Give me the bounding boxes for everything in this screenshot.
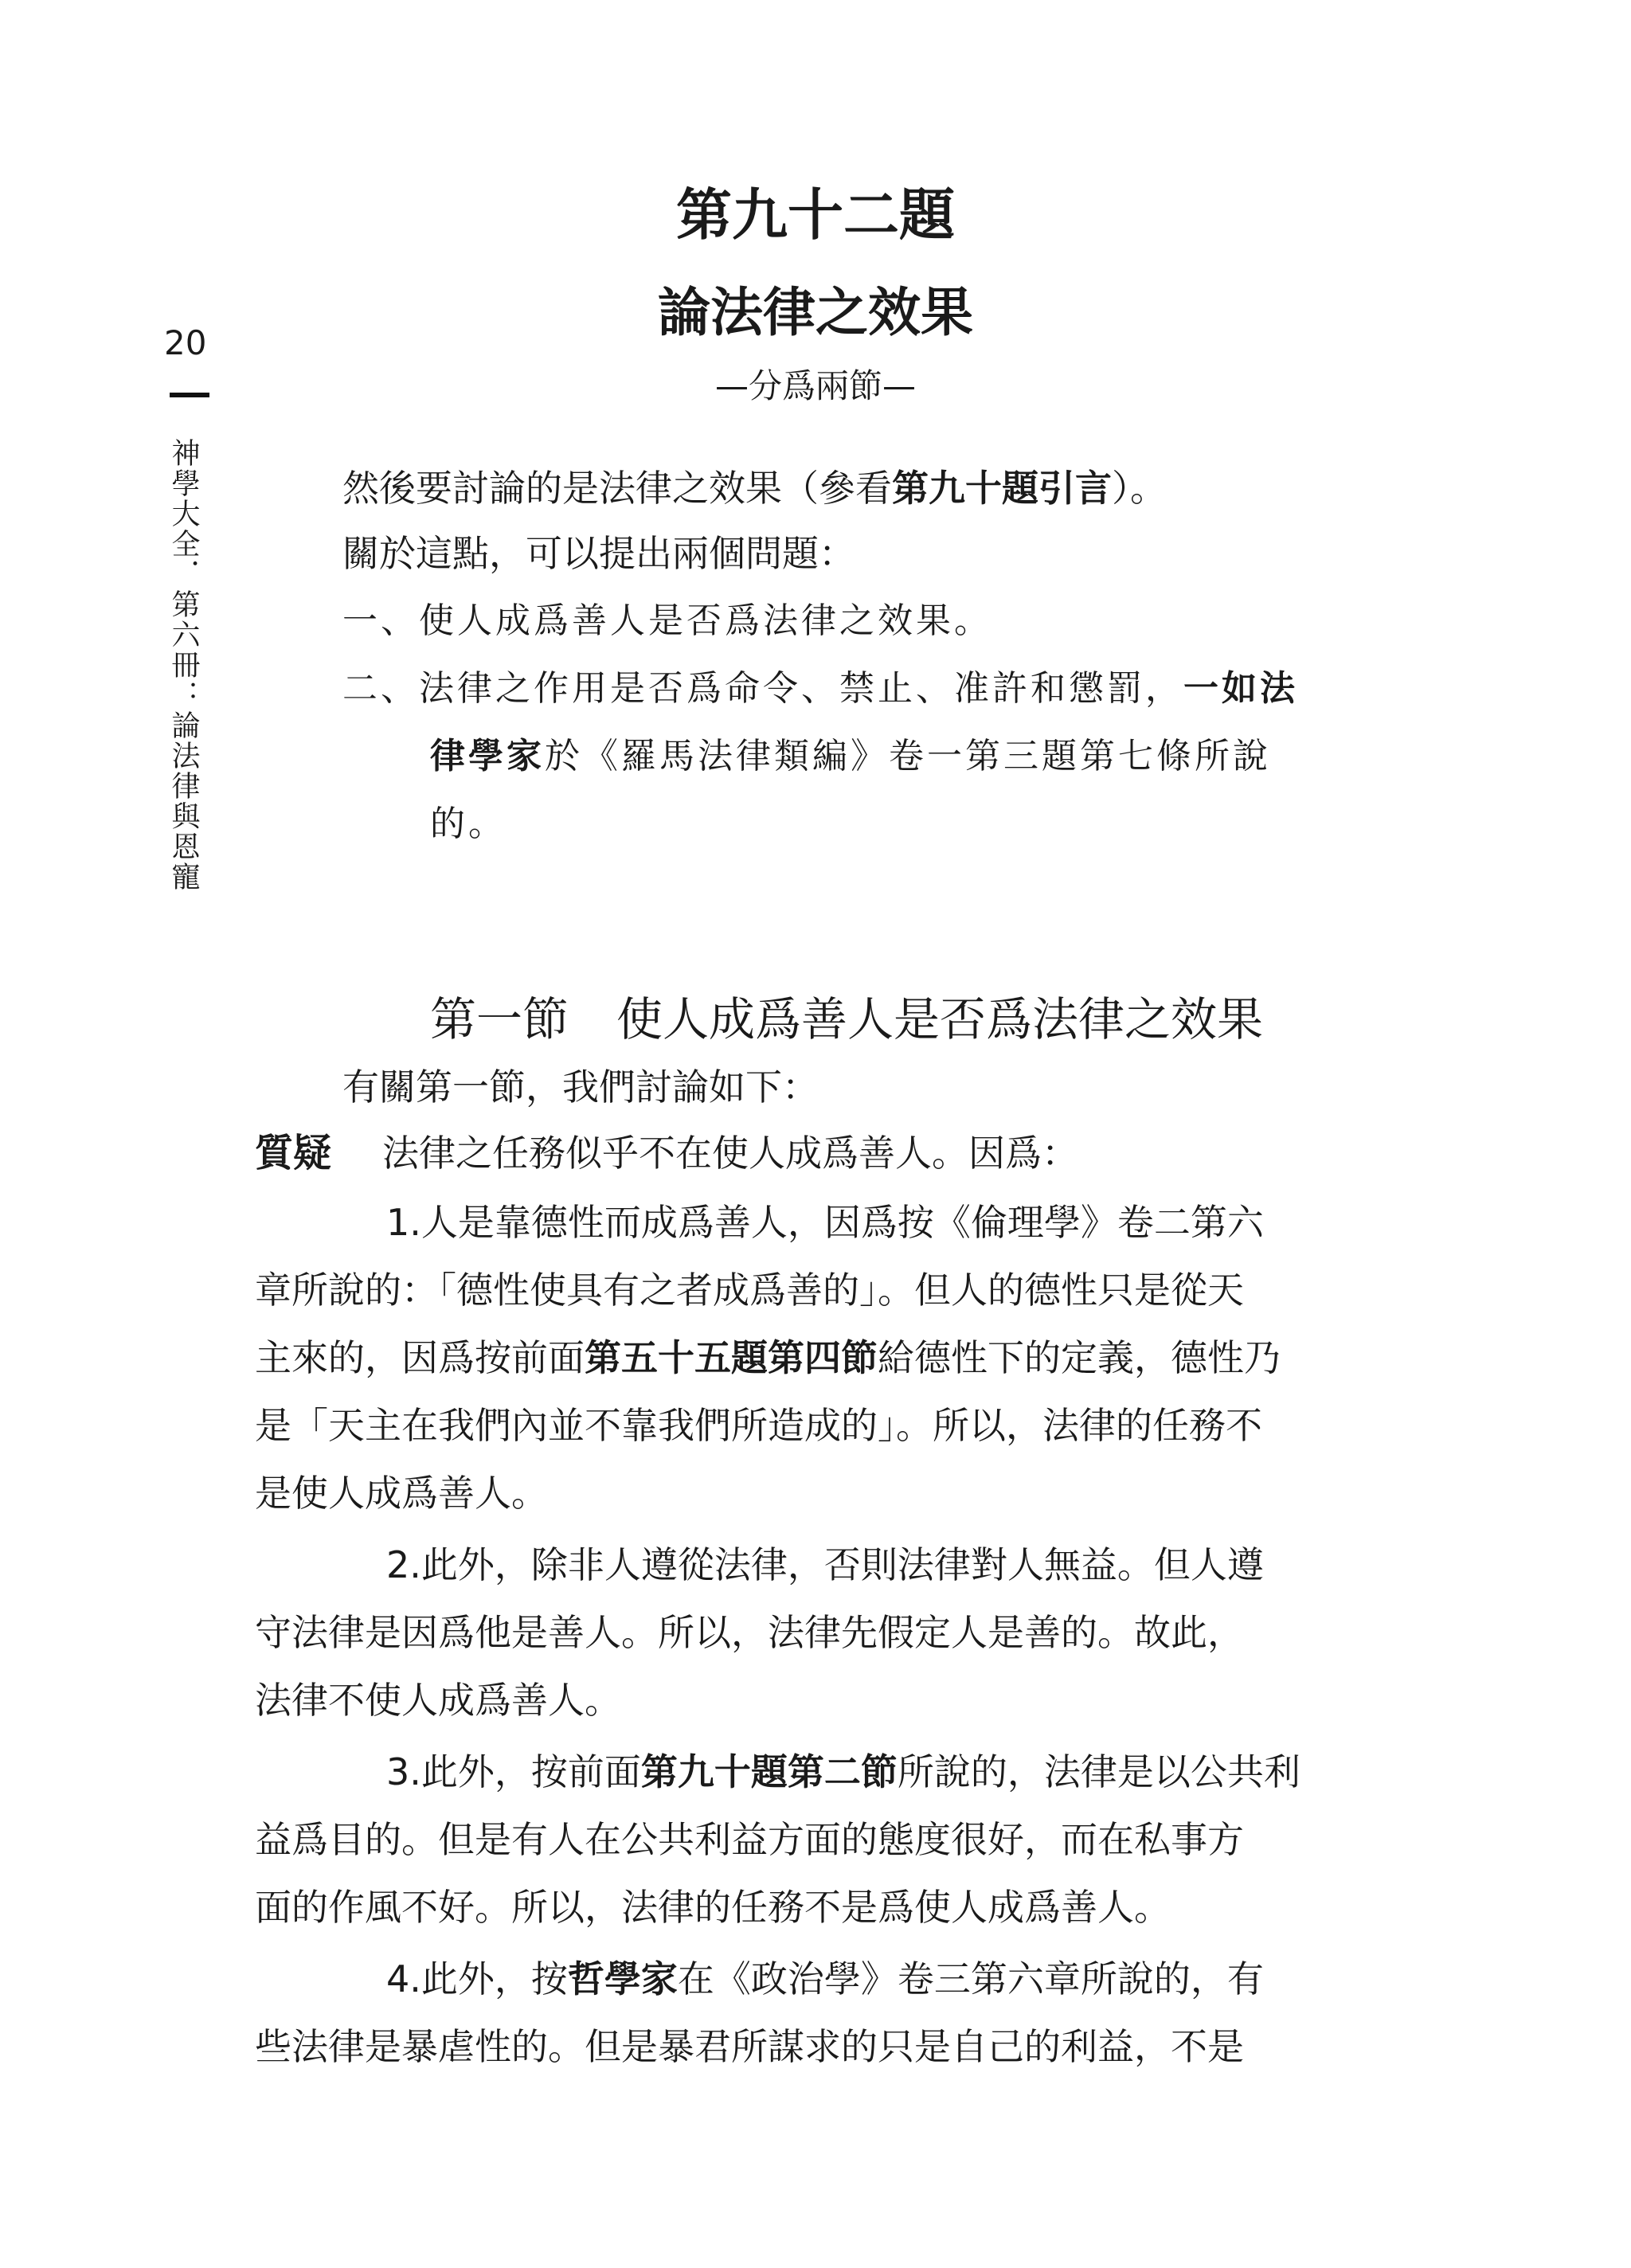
point-2-line-2: 守法律是因爲他是善人。所以，法律先假定人是善的。故此， — [255, 1611, 1244, 1654]
section-lead-in: 有關第一節，我們討論如下： — [342, 1066, 819, 1109]
question-item-1: 一、使人成爲善人是否爲法律之效果。 — [342, 600, 992, 641]
philosopher-reference: 哲學家 — [567, 1957, 678, 2000]
intro-line-1 — [342, 464, 1167, 512]
question-title: 論法律之效果 — [658, 282, 973, 343]
point-text: 3.此外，按前面 — [386, 1750, 641, 1793]
page-number: 20 — [164, 323, 207, 362]
question-item-2-line-3: 的。 — [430, 804, 507, 844]
point-4-line-1 — [386, 1955, 1264, 2003]
point-2-line-3: 法律不使人成爲善人。 — [255, 1679, 621, 1722]
section-title — [430, 987, 1263, 1051]
question-item-text: 於《羅馬法律類編》卷一第三題第七條所說 — [545, 736, 1271, 776]
point-text: 給德性下的定義，德性乃 — [878, 1336, 1281, 1379]
objection-intro: 法律之任務似乎不在使人成爲善人。因爲： — [382, 1132, 1078, 1175]
point-1-line-5: 是使人成爲善人。 — [255, 1472, 548, 1515]
question-item-emphasis: 一如法 — [1183, 668, 1298, 709]
section-number: 第一節 — [430, 992, 569, 1046]
point-1-line-3 — [255, 1334, 1281, 1382]
point-2-line-1: 2.此外，除非人遵從法律，否則法律對人無益。但人遵 — [386, 1543, 1264, 1586]
intro-text: ）。 — [1112, 467, 1167, 510]
objection-label: 質疑 — [255, 1131, 332, 1175]
question-subtitle: —分爲兩節— — [714, 366, 916, 405]
jurist-reference: 律學家 — [430, 736, 545, 776]
intro-text: 然後要討論的是法律之效果（參看 — [342, 467, 892, 510]
point-text: 主來的，因爲按前面 — [255, 1336, 585, 1379]
point-text: 在《政治學》卷三第六章所說的，有 — [677, 1957, 1264, 2000]
point-3-line-3: 面的作風不好。所以，法律的任務不是爲使人成爲善人。 — [255, 1886, 1171, 1929]
question-number: 第九十二題 — [676, 182, 955, 248]
cross-reference: 第九十題引言 — [892, 467, 1112, 510]
point-4-line-2: 些法律是暴虐性的。但是暴君所謀求的只是自己的利益，不是 — [255, 2025, 1244, 2068]
point-3-line-2: 益爲目的。但是有人在公共利益方面的態度很好，而在私事方 — [255, 1818, 1244, 1861]
point-text: 4.此外，按 — [386, 1957, 568, 2000]
point-1-line-4: 是「天主在我們內並不靠我們所造成的」。所以，法律的任務不 — [255, 1404, 1262, 1447]
running-book-title: 神學大全．第六冊：論法律與恩寵 — [167, 438, 200, 892]
point-text: 所說的，法律是以公共利 — [897, 1750, 1300, 1793]
cross-reference: 第五十五題第四節 — [585, 1336, 878, 1379]
intro-line-2: 關於這點，可以提出兩個問題： — [342, 532, 855, 575]
point-3-line-1 — [386, 1748, 1300, 1796]
question-item-2-line-2 — [430, 733, 1271, 780]
point-1-line-1: 1.人是靠德性而成爲善人，因爲按《倫理學》卷二第六 — [386, 1201, 1264, 1244]
point-1-line-2: 章所說的：「德性使具有之者成爲善的」。但人的德性只是從天 — [255, 1269, 1244, 1312]
question-item-text: 二、法律之作用是否爲命令、禁止、准許和懲罰， — [342, 668, 1183, 709]
section-title-text: 使人成爲善人是否爲法律之效果 — [616, 992, 1264, 1046]
cross-reference: 第九十題第二節 — [640, 1750, 898, 1793]
question-item-2-line-1 — [342, 665, 1298, 713]
